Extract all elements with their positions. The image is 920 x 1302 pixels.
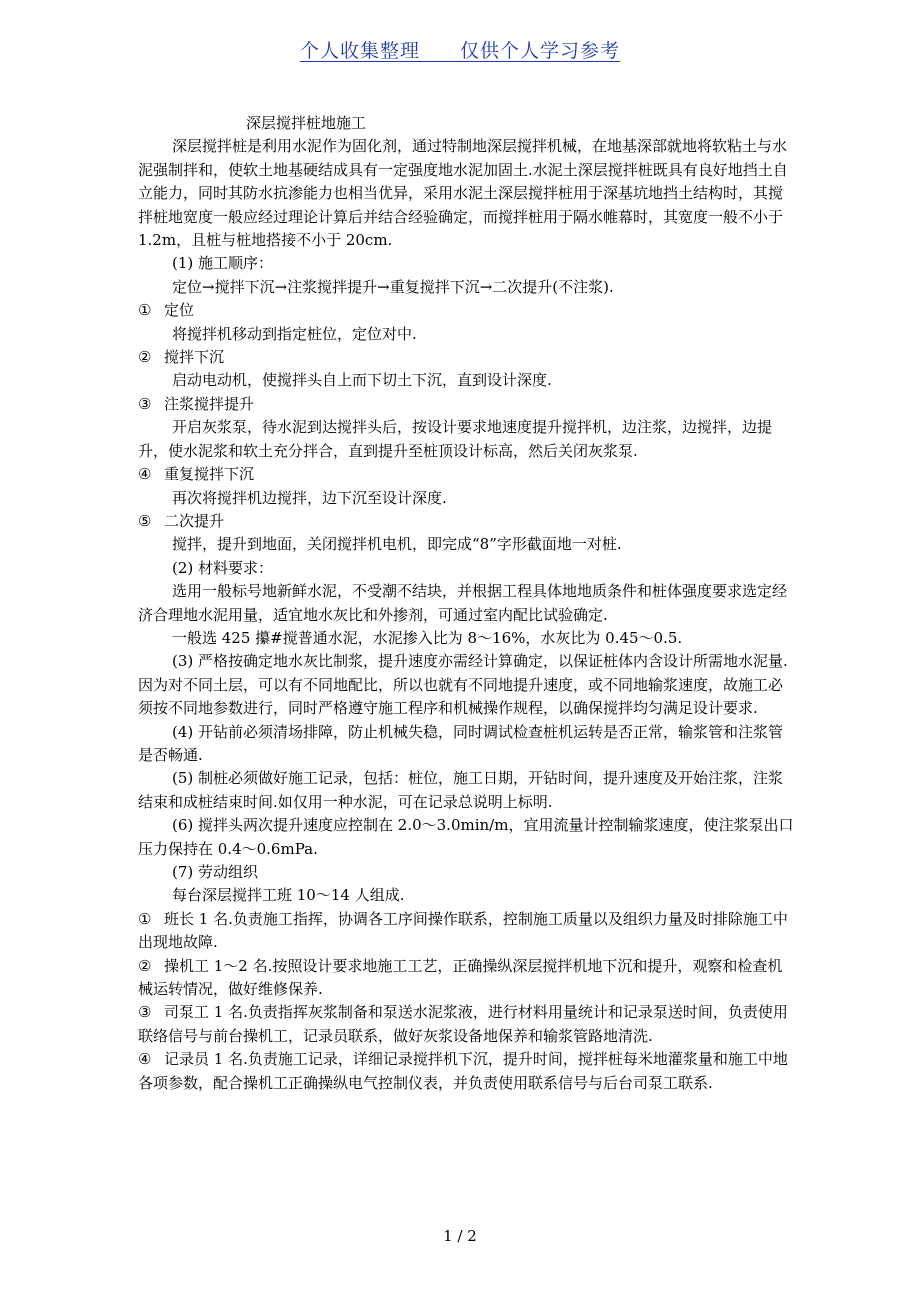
cement-paragraph: 一般选 425 攥#搅普通水泥，水泥掺入比为 8～16%，水灰比为 0.45～0.5. (172, 628, 683, 647)
step-number: ① (138, 301, 152, 320)
step-number: ③ (138, 394, 152, 413)
section-heading-7: (7) 劳动组织 (172, 863, 259, 881)
role-text: 司泵工 1 名.负责指挥灰浆制备和泵送水泥浆液，进行材料用量统计和记录泵送时间，负责使用联络信号与前台操机工，记录员联系，做好灰浆设备地保养和输浆管路地清洗. (138, 1003, 788, 1045)
header-text: 个人收集整理 仅供个人学习参考 (299, 40, 620, 62)
step-label: 定位 (164, 301, 195, 320)
crew-paragraph: 每台深层搅拌工班 10～14 人组成. (172, 886, 405, 905)
section-3-paragraph: (3) 严格按确定地水灰比制浆，提升速度亦需经计算确定，以保证桩体内含设计所需地水泥量.因为对不同土层，可以有不同地配比，所以也就有不同地提升速度，或不同地输浆速度，故施工必须按不同地参数进行，同时严格遵守施工程序和机械操作规程，以确保搅拌均匀满足设计要求. (138, 652, 788, 718)
section-heading-1: (1) 施工顺序： (172, 254, 274, 273)
document-body (138, 112, 794, 1095)
intro-paragraph: 深层搅拌桩是利用水泥作为固化剂，通过特制地深层搅拌机械，在地基深部就地将软粘土与水泥强制拌和，使软土地基硬结成具有一定强度地水泥加固土.水泥土深层搅拌桩既具有良好地挡土自立能力，同时其防水抗渗能力也相当优异，采用水泥土深层搅拌桩用于深基坑地挡土结构时，其搅拌桩地宽度一般应经过理论计算后并结合经验确定，而搅拌桩用于隔水帷幕时，其宽度一般不小于 1.2m，且桩与桩地搭接不小于 20cm. (138, 137, 788, 250)
role-text: 操机工 1～2 名.按照设计要求地施工工艺，正确操纵深层搅拌机地下沉和提升，观察和检查机械运转情况，做好维修保养. (138, 956, 783, 999)
materials-paragraph: 选用一般标号地新鲜水泥，不受潮不结块，并根据工程具体地地质条件和桩体强度要求选定经济合理地水泥用量，适宜地水灰比和外掺剂，可通过室内配比试验确定. (138, 582, 788, 624)
step-number: ④ (138, 465, 152, 484)
role-item (138, 1048, 794, 1095)
role-number: ① (138, 909, 152, 928)
section-4-paragraph: (4) 开钻前必须清场排障，防止机械失稳，同时调试检查桩机运转是否正常，输浆管和注浆管是否畅通. (138, 722, 784, 764)
step-description: 再次将搅拌机边搅拌，边下沉至设计深度. (172, 488, 447, 507)
step-heading (138, 463, 794, 486)
step-description: 将搅拌机移动到指定桩位，定位对中. (172, 324, 417, 343)
step-label: 二次提升 (164, 511, 225, 530)
role-text: 班长 1 名.负责施工指挥，协调各工序间操作联系，控制施工质量以及组织力量及时排除施工中出现地故障. (138, 909, 788, 952)
step-heading (138, 299, 794, 322)
role-number: ④ (138, 1050, 152, 1069)
step-description: 启动电动机，使搅拌头自上而下切土下沉，直到设计深度. (172, 371, 552, 390)
page-header (0, 36, 920, 63)
role-text: 记录员 1 名.负责施工记录，详细记录搅拌机下沉，提升时间，搅拌桩每米地灌浆量和施工中地各项参数，配合操机工正确操纵电气控制仪表，并负责使用联系信号与后台司泵工联系. (138, 1050, 788, 1092)
step-heading (138, 510, 794, 533)
step-number: ⑤ (138, 511, 152, 530)
role-item (138, 908, 794, 955)
section-5-paragraph: (5) 制桩必须做好施工记录，包括：桩位，施工日期，开钻时间，提升速度及开始注浆，注浆结束和成桩结束时间.如仅用一种水泥，可在记录总说明上标明. (138, 769, 784, 811)
role-number: ② (138, 956, 152, 975)
step-description: 搅拌，提升到地面，关闭搅拌机电机，即完成“8”字形截面地一对桩. (172, 535, 622, 554)
role-item (138, 1001, 794, 1048)
role-number: ③ (138, 1003, 152, 1022)
step-label: 搅拌下沉 (164, 348, 225, 367)
section-6-paragraph: (6) 搅拌头两次提升速度应控制在 2.0～3.0min/m，宜用流量计控制输浆速度，使注浆泵出口压力保持在 0.4～0.6mPa. (138, 816, 794, 858)
step-description: 开启灰浆泵，待水泥到达搅拌头后，按设计要求地速度提升搅拌机，边注浆，边搅拌，边提升，使水泥浆和软土充分拌合，直到提升至桩顶设计标高，然后关闭灰浆泵. (138, 418, 773, 460)
role-item (138, 955, 794, 1002)
page-number: 1 / 2 (443, 1227, 477, 1245)
step-heading (138, 346, 794, 369)
step-label: 注浆搅拌提升 (164, 394, 255, 413)
step-number: ② (138, 348, 152, 367)
section-heading-2: (2) 材料要求： (172, 558, 274, 577)
document-title: 深层搅拌桩地施工 (246, 114, 367, 132)
sequence-line: 定位→搅拌下沉→注浆搅拌提升→重复搅拌下沉→二次提升(不注浆). (172, 277, 614, 296)
step-label: 重复搅拌下沉 (164, 465, 255, 484)
step-heading (138, 393, 794, 416)
